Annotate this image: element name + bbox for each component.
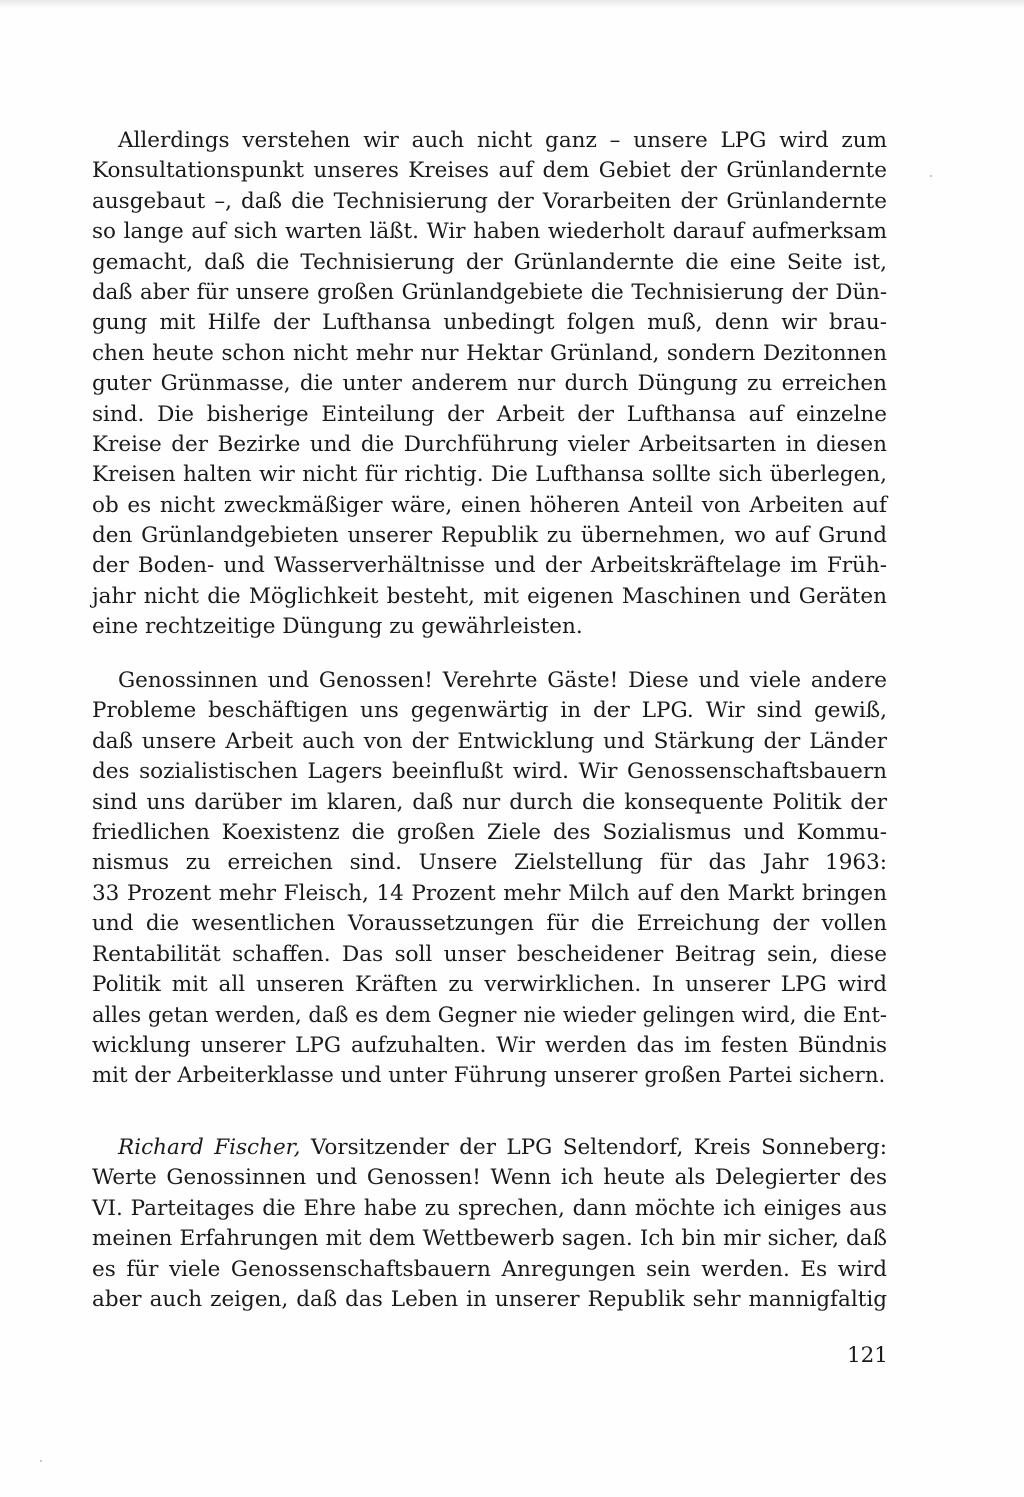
- scan-speck: [40, 1460, 42, 1462]
- text-line: Kreisen halten wir nicht für richtig. Die Lufthansa sollte sich überlegen,: [92, 462, 887, 488]
- text-line: alles getan werden, daß es dem Gegner nie wieder gelingen wird, die Ent-: [92, 1003, 887, 1028]
- text-line: es für viele Genossenschaftsbauern Anregungen sein werden. Es wird: [92, 1256, 887, 1282]
- text-line: Probleme beschäftigen uns gegenwärtig in der LPG. Wir sind gewiß,: [92, 698, 887, 724]
- text-line: nismus zu erreichen sind. Unsere Zielstellung für das Jahr 1963:: [92, 850, 887, 876]
- text-line: 33 Prozent mehr Fleisch, 14 Prozent mehr Milch auf den Markt bringen: [92, 880, 887, 906]
- paragraph-richard-fischer: [92, 1133, 887, 1315]
- text-line: Werte Genossinnen und Genossen! Wenn ich heute als Delegierter des: [92, 1165, 887, 1191]
- text-line: Politik mit all unseren Kräften zu verwirklichen. In unserer LPG wird: [92, 971, 887, 997]
- text-line: daß unsere Arbeit auch von der Entwicklung und Stärkung der Länder: [92, 728, 887, 754]
- text-line: so lange auf sich warten läßt. Wir haben wiederholt darauf aufmerksam: [92, 219, 887, 245]
- speaker-role: Vorsitzender der LPG Seltendorf, Kreis Sonneberg:: [300, 1135, 887, 1160]
- text-line: des sozialistischen Lagers beeinflußt wird. Wir Genossenschaftsbauern: [92, 759, 887, 785]
- text-line: Allerdings verstehen wir auch nicht ganz – unsere LPG wird zum: [118, 128, 887, 153]
- text-line: den Grünlandgebieten unserer Republik zu übernehmen, wo auf Grund: [92, 523, 887, 549]
- text-line: Rentabilität schaffen. Das soll unser bescheidener Beitrag sein, diese: [92, 941, 887, 967]
- text-line: mit der Arbeiterklasse und unter Führung unserer großen Partei sichern.: [92, 1063, 886, 1089]
- text-line: aber auch zeigen, daß das Leben in unserer Republik sehr mannigfaltig: [92, 1286, 887, 1312]
- text-line: sind uns darüber im klaren, daß nur durch die konsequente Politik der: [92, 789, 887, 815]
- paragraph-genossinnen: [92, 666, 887, 1091]
- text-line: friedlichen Koexistenz die großen Ziele des Sozialismus und Kommu-: [92, 819, 887, 845]
- text-line: Kreise der Bezirke und die Durchführung vieler Arbeitsarten in diesen: [92, 431, 887, 457]
- text-line: jahr nicht die Möglichkeit besteht, mit eigenen Maschinen und Geräten: [92, 583, 887, 609]
- text-line: VI. Parteitages die Ehre habe zu sprechen, dann möchte ich einiges aus: [92, 1195, 887, 1221]
- text-line: gung mit Hilfe der Lufthansa unbedingt folgen muß, denn wir brau-: [92, 310, 887, 336]
- text-line: eine rechtzeitige Düngung zu gewährleisten.: [92, 614, 583, 640]
- speaker-line: [92, 1133, 887, 1163]
- text-line: daß aber für unsere großen Grünlandgebiete die Technisierung der Dün-: [92, 279, 887, 305]
- text-line: Genossinnen und Genossen! Verehrte Gäste! Diese und viele andere: [118, 668, 887, 693]
- text-line: ausgebaut –, daß die Technisierung der Vorarbeiten der Grünlandernte: [92, 188, 887, 214]
- page-number: 121: [846, 1343, 888, 1368]
- text-line: sind. Die bisherige Einteilung der Arbeit der Lufthansa auf einzelne: [92, 401, 887, 427]
- speaker-name: Richard Fischer,: [118, 1135, 301, 1160]
- text-line: und die wesentlichen Voraussetzungen für die Erreichung der vollen: [92, 911, 887, 937]
- scan-speck: [930, 175, 932, 177]
- text-line: chen heute schon nicht mehr nur Hektar Grünland, sondern Dezitonnen: [92, 340, 887, 366]
- text-line: meinen Erfahrungen mit dem Wettbewerb sagen. Ich bin mir sicher, daß: [92, 1226, 887, 1252]
- paragraph-lpg-technisierung: [92, 126, 887, 643]
- scan-edge-shadow: [0, 0, 1024, 8]
- text-line: Konsultationspunkt unseres Kreises auf dem Gebiet der Grünlandernte: [92, 158, 887, 184]
- text-line: der Boden- und Wasserverhältnisse und der Arbeitskräftelage im Früh-: [92, 553, 887, 579]
- text-line: ob es nicht zweckmäßiger wäre, einen höheren Anteil von Arbeiten auf: [92, 492, 887, 518]
- text-line: gemacht, daß die Technisierung der Grünlandernte die eine Seite ist,: [92, 249, 887, 275]
- text-line: wicklung unserer LPG aufzuhalten. Wir werden das im festen Bündnis: [92, 1032, 887, 1058]
- text-line: guter Grünmasse, die unter anderem nur durch Düngung zu erreichen: [92, 371, 887, 397]
